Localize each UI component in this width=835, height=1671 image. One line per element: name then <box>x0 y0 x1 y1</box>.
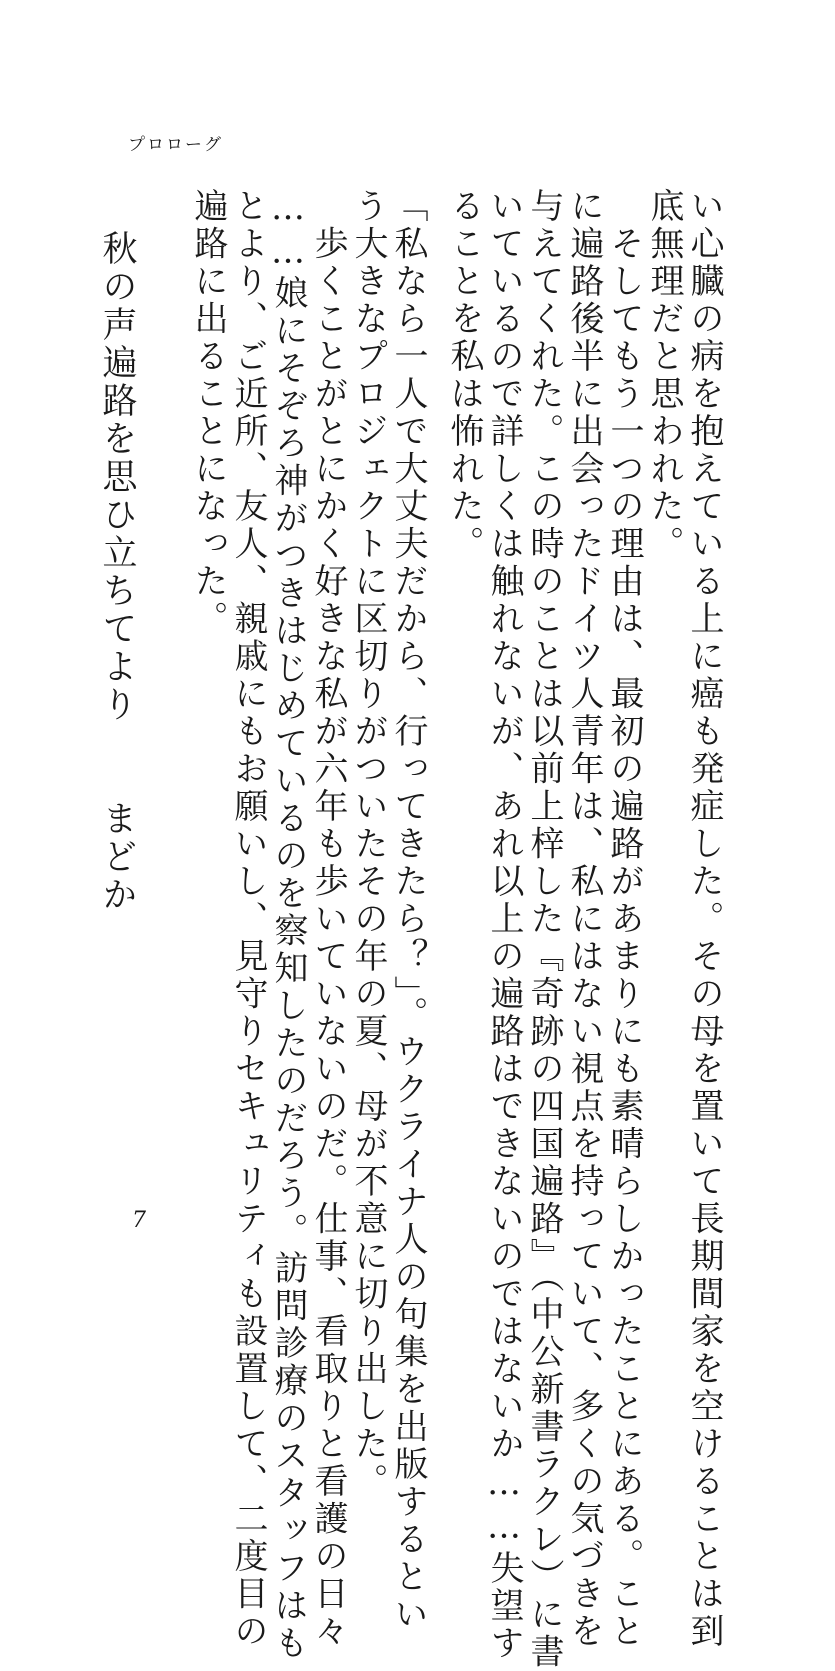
body-column-9: う大きなプロジェクトに区切りがついたその年の夏、母が不意に切り出した。 <box>348 188 388 1501</box>
body-column-12: とより、ご近所、友人、親戚にもお願いし、見守りセキュリティも設置して、二度目の <box>228 188 268 1651</box>
body-column-8: 「私なら一人で大丈夫だから、行ってきたら？」。ウクライナ人の句集を出版するとい <box>388 188 428 1634</box>
body-column-13: 遍路に出ることになった。 <box>188 188 228 638</box>
page-number: 7 <box>132 1208 146 1233</box>
body-column-6: いているので詳しくは触れないが、あれ以上の遍路はできないのではないか……失望す <box>484 188 524 1663</box>
body-column-5: 与えてくれた。この時のことは以前上梓した『奇跡の四国遍路』（中公新書ラクレ）に書 <box>524 188 564 1671</box>
body-column-3: そしてもう一つの理由は、最初の遍路があまりにも素晴らしかったことにある。こと <box>604 188 644 1651</box>
body-column-2: 底無理だと思われた。 <box>644 188 684 563</box>
haiku-epigraph: 秋の声遍路を思ひ立ちてより まどか <box>97 230 137 914</box>
running-head: プロローグ <box>128 135 223 155</box>
body-column-11: ……娘にそぞろ神がつきはじめているのを察知したのだろう。訪問診療のスタッフはも <box>268 188 308 1663</box>
body-column-1: い心臓の病を抱えている上に癌も発症した。その母を置いて長期間家を空けることは到 <box>684 188 724 1651</box>
body-column-7: ることを私は怖れた。 <box>444 188 484 563</box>
body-column-10: 歩くことがとにかく好きな私が六年も歩いていないのだ。仕事、看取りと看護の日々 <box>308 188 348 1651</box>
body-column-4: に遍路後半に出会ったドイツ人青年は、私にはない視点を持っていて、多くの気づきを <box>564 188 604 1651</box>
